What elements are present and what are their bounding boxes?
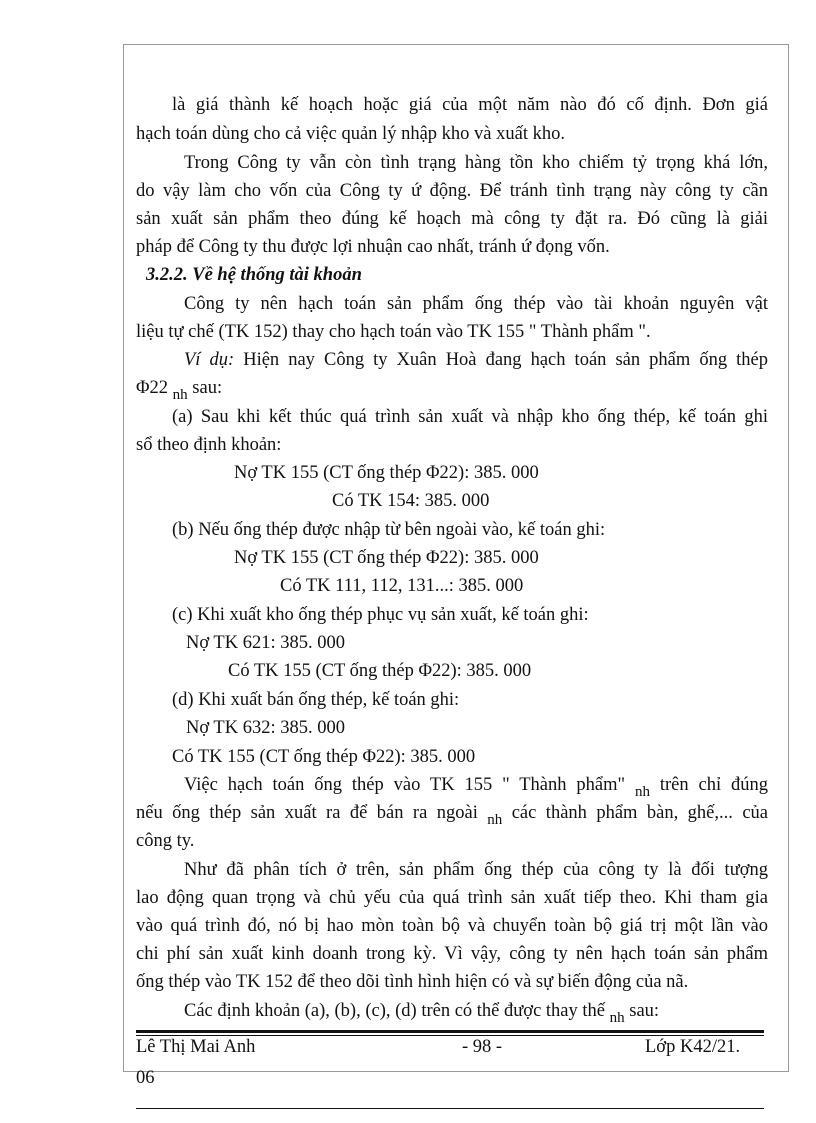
text-fragment: nếu ống thép sản xuất ra để bán ra ngoài <box>136 803 488 823</box>
entry-line: Nợ TK 621: 385. 000 <box>186 633 345 653</box>
paragraph-line: sản xuất sản phẩm theo đúng kế hoạch mà công ty đặt ra. Đó cũng là giải <box>136 209 768 229</box>
paragraph-line: Trong Công ty vẫn còn tình trạng hàng tồn kho chiếm tỷ trọng khá lớn, <box>184 153 768 173</box>
subscript-text: nh <box>487 812 503 828</box>
section-heading: 3.2.2. Về hệ thống tài khoản <box>146 265 362 285</box>
page-number: - 98 - <box>462 1037 503 1057</box>
paragraph-line: (a) Sau khi kết thúc quá trình sản xuất và nhập kho ống thép, kế toán ghi <box>172 407 768 427</box>
paragraph-line: (b) Nếu ống thép được nhập từ bên ngoài vào, kế toán ghi: <box>172 520 606 540</box>
subscript-text: nh <box>172 387 188 403</box>
entry-line: Có TK 154: 385. 000 <box>332 491 490 511</box>
paragraph-line: do vậy làm cho vốn của Công ty ứ động. Để tránh tình trạng này công ty cần <box>136 181 768 201</box>
paragraph-line <box>184 772 768 799</box>
entry-line: Nợ TK 155 (CT ống thép Φ22): 385. 000 <box>234 548 539 568</box>
text-fragment: Việc hạch toán ống thép vào TK 155 " Thành phẩm" <box>184 775 635 795</box>
paragraph-line <box>136 375 768 402</box>
paragraph-line: lao động quan trọng và chủ yếu của quá trình sản xuất tiếp theo. Khi tham gia <box>136 888 768 908</box>
paragraph-line: sổ theo định khoản: <box>136 435 282 455</box>
entry-line: Có TK 155 (CT ống thép Φ22): 385. 000 <box>172 747 476 767</box>
footer-author: Lê Thị Mai Anh <box>136 1037 256 1057</box>
footer-rule-bottom <box>136 1108 764 1109</box>
entry-line: Có TK 111, 112, 131...: 385. 000 <box>280 576 524 596</box>
paragraph-line: (d) Khi xuất bán ống thép, kế toán ghi: <box>172 690 460 710</box>
paragraph-line: Như đã phân tích ở trên, sản phẩm ống thép của công ty là đối tượng <box>184 860 768 880</box>
entry-line: Có TK 155 (CT ống thép Φ22): 385. 000 <box>228 661 532 681</box>
entry-line: Nợ TK 632: 385. 000 <box>186 718 345 738</box>
paragraph-line: liệu tự chế (TK 152) thay cho hạch toán vào TK 155 " Thành phẩm ". <box>136 322 651 342</box>
text-fragment: Các định khoản (a), (b), (c), (d) trên có thể được thay thế <box>184 1001 610 1021</box>
footer-class-continued: 06 <box>136 1068 155 1088</box>
subscript-text: nh <box>609 1010 625 1026</box>
subscript-text: nh <box>634 784 650 800</box>
paragraph-line <box>136 800 768 827</box>
example-label: Ví dụ: <box>184 350 235 370</box>
text-fragment: các thành phẩm bàn, ghế,... của <box>502 803 768 823</box>
phi-label: Φ22 <box>136 378 173 398</box>
example-text: Hiện nay Công ty Xuân Hoà đang hạch toán sản phẩm ống thép <box>234 350 768 370</box>
footer-class: Lớp K42/21. <box>645 1037 741 1057</box>
paragraph-line <box>184 998 816 1025</box>
paragraph-line: (c) Khi xuất kho ống thép phục vụ sản xuất, kế toán ghi: <box>172 605 589 625</box>
paragraph-line: chi phí sản xuất kinh doanh trong kỳ. Vì vậy, công ty nên hạch toán sản phẩm <box>136 944 768 964</box>
paragraph-line: pháp để Công ty thu được lợi nhuận cao nhất, tránh ứ đọng vốn. <box>136 237 610 257</box>
text-fragment: sau: <box>187 378 223 398</box>
paragraph-line: ống thép vào TK 152 để theo dõi tình hình hiện có và sự biến động của nã. <box>136 972 689 992</box>
text-fragment: trên chỉ đúng <box>649 775 768 795</box>
entry-line: Nợ TK 155 (CT ống thép Φ22): 385. 000 <box>234 463 539 483</box>
paragraph-line <box>184 347 768 373</box>
paragraph-line: công ty. <box>136 831 195 851</box>
text-fragment: sau: <box>624 1001 660 1021</box>
footer-rule-top <box>136 1030 764 1033</box>
paragraph-line: là giá thành kế hoạch hoặc giá của một năm nào đó cố định. Đơn giá <box>172 95 768 115</box>
paragraph-line: vào quá trình đó, nó bị hao mòn toàn bộ và chuyển toàn bộ giá trị một lần vào <box>136 916 768 936</box>
paragraph-line: Công ty nên hạch toán sản phẩm ống thép vào tài khoản nguyên vật <box>184 294 768 314</box>
paragraph-line: hạch toán dùng cho cả việc quản lý nhập kho và xuất kho. <box>136 124 565 144</box>
